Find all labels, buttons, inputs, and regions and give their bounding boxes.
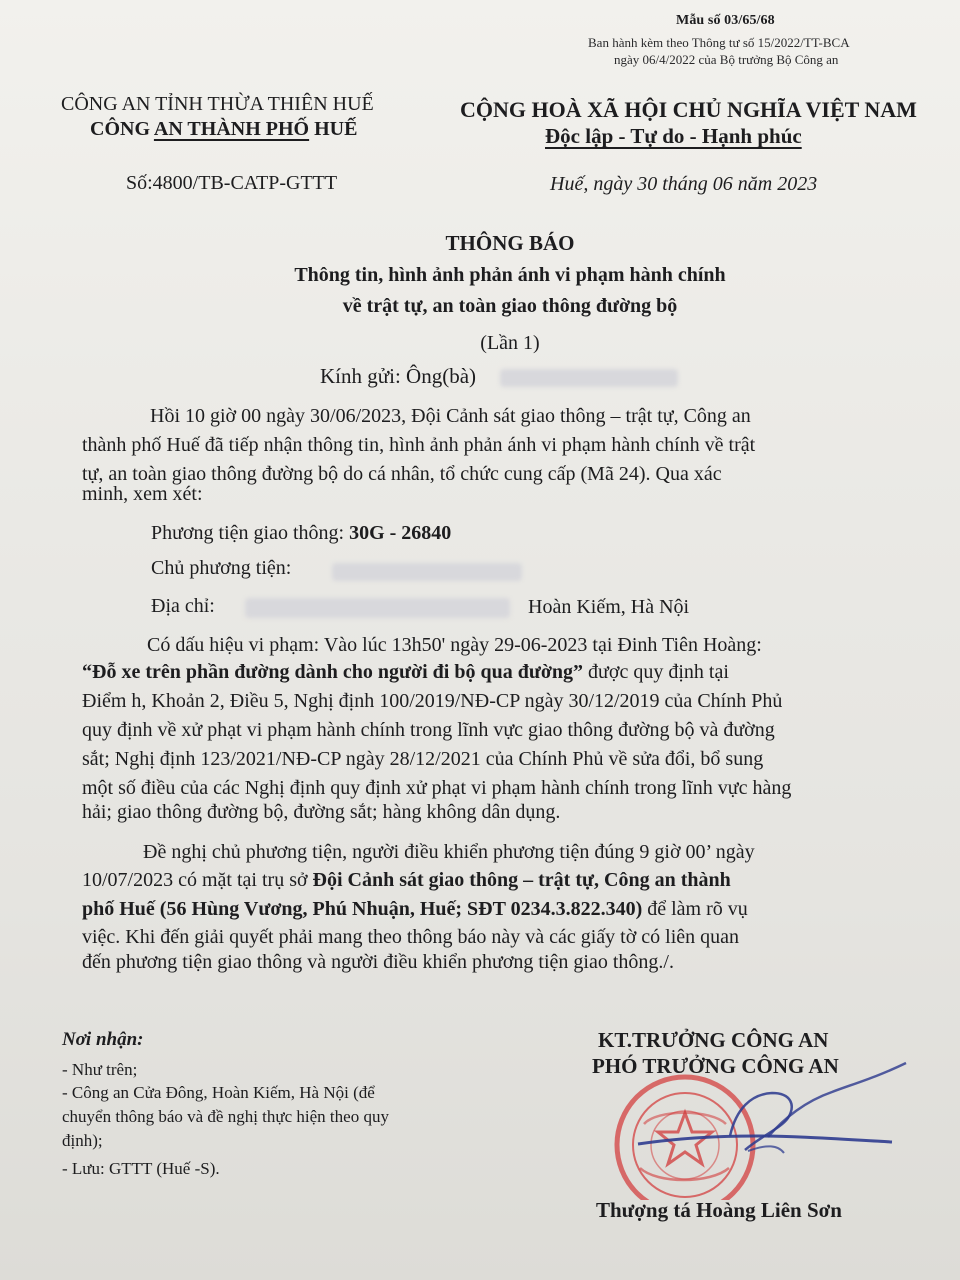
request-line-2 — [82, 869, 731, 892]
address-label: Địa chỉ: — [151, 595, 215, 617]
violation-description: “Đỗ xe trên phần đường dành cho người đi bộ qua đường” — [82, 661, 584, 683]
redacted-address — [245, 598, 510, 618]
agency-line-2-prefix: CÔNG — [90, 118, 154, 140]
recipient-line-3: chuyển thông báo và đề nghị thực hiện theo quy — [62, 1107, 389, 1126]
recipient-line-1: - Như trên; — [62, 1060, 138, 1079]
owner-label: Chủ phương tiện: — [151, 557, 292, 579]
violation-line-7: hải; giao thông đường bộ, đường sắt; hàng không dân dụng. — [82, 801, 561, 823]
agency-line-2 — [90, 118, 357, 141]
recipients-title: Nơi nhận: — [62, 1029, 144, 1050]
form-issued-date: ngày 06/4/2022 của Bộ trưởng Bộ Công an — [614, 52, 839, 67]
form-issued-with: Ban hành kèm theo Thông tư số 15/2022/TT-BCA — [588, 35, 850, 50]
redacted-recipient-name — [500, 369, 678, 387]
redacted-owner-name — [332, 563, 522, 581]
notice-subtitle-1: Thông tin, hình ảnh phản ánh vi phạm hành chính — [294, 264, 726, 286]
signature-title-2: PHÓ TRƯỞNG CÔNG AN — [592, 1054, 839, 1078]
violation-line-2-tail: được quy định tại — [583, 661, 729, 683]
form-number: Mẫu số 03/65/68 — [676, 13, 775, 28]
request-line-3 — [82, 898, 748, 921]
signature-icon — [620, 1060, 910, 1190]
intro-line-2: thành phố Huế đã tiếp nhận thông tin, hình ảnh phản ánh vi phạm hành chính về trật — [82, 434, 756, 456]
nation-motto: Độc lập - Tự do - Hạnh phúc — [545, 124, 802, 148]
intro-line-3: tự, an toàn giao thông đường bộ do cá nhân, tổ chức cung cấp (Mã 24). Qua xác — [82, 463, 722, 485]
address-visible: Hoàn Kiếm, Hà Nội — [528, 596, 690, 618]
violation-line-6: một số điều của các Nghị định quy định xử phạt vi phạm hành chính trong lĩnh vực hàng — [82, 777, 792, 799]
signature-title-1: KT.TRƯỞNG CÔNG AN — [598, 1028, 829, 1052]
agency-line-2-underlined: AN THÀNH PHỐ — [153, 118, 310, 140]
request-line-1: Đề nghị chủ phương tiện, người điều khiển phương tiện đúng 9 giờ 00’ ngày — [143, 841, 755, 863]
violation-line-2 — [82, 661, 729, 684]
request-line-5: đến phương tiện giao thông và người điều khiển phương tiện giao thông./. — [82, 951, 674, 973]
violation-line-5: sắt; Nghị định 123/2021/NĐ-CP ngày 28/12/2021 của Chính Phủ về sửa đổi, bổ sung — [82, 748, 764, 770]
agency-line-1: CÔNG AN TỈNH THỪA THIÊN HUẾ — [61, 93, 374, 115]
violation-line-1: Có dấu hiệu vi phạm: Vào lúc 13h50' ngày 29-06-2023 tại Đinh Tiên Hoàng: — [147, 634, 762, 656]
request-office-address: phố Huế (56 Hùng Vương, Phú Nhuận, Huế; SĐT 0234.3.822.340) — [82, 898, 643, 920]
request-line-3-tail: để làm rõ vụ — [642, 898, 748, 920]
recipient-line-2: - Công an Cửa Đông, Hoàn Kiếm, Hà Nội (để — [62, 1083, 375, 1102]
salutation: Kính gửi: Ông(bà) — [320, 364, 477, 388]
violation-line-3: Điểm h, Khoản 2, Điều 5, Nghị định 100/2019/NĐ-CP ngày 30/12/2019 của Chính Phủ — [82, 690, 783, 712]
notice-subtitle-2: về trật tự, an toàn giao thông đường bộ — [342, 295, 678, 317]
owner-row — [151, 557, 291, 580]
agency-line-2-suffix: HUẾ — [309, 118, 358, 140]
recipient-line-4: định); — [62, 1131, 103, 1150]
intro-line-4: minh, xem xét: — [82, 483, 203, 505]
nation-title: CỘNG HOÀ XÃ HỘI CHỦ NGHĨA VIỆT NAM — [460, 97, 917, 122]
document-place-date: Huế, ngày 30 tháng 06 năm 2023 — [550, 173, 818, 195]
vehicle-plate: 30G - 26840 — [349, 522, 452, 544]
recipient-line-5: - Lưu: GTTT (Huế -S). — [62, 1159, 220, 1178]
violation-line-4: quy định về xử phạt vi phạm hành chính trong lĩnh vực giao thông đường bộ và đường — [82, 719, 775, 741]
vehicle-row — [151, 522, 451, 545]
request-office-name: Đội Cảnh sát giao thông – trật tự, Công an thành — [312, 869, 731, 891]
intro-line-1: Hồi 10 giờ 00 ngày 30/06/2023, Đội Cảnh sát giao thông – trật tự, Công an — [150, 405, 751, 427]
request-line-2-prefix: 10/07/2023 có mặt tại trụ sở — [82, 869, 313, 891]
vehicle-label: Phương tiện giao thông: — [151, 522, 350, 544]
request-line-4: việc. Khi đến giải quyết phải mang theo thông báo này và các giấy tờ có liên quan — [82, 926, 740, 948]
document-number: Số:4800/TB-CATP-GTTT — [126, 172, 338, 194]
notice-title: THÔNG BÁO — [445, 231, 575, 255]
signer-name: Thượng tá Hoàng Liên Sơn — [596, 1198, 842, 1222]
notice-attempt: (Lần 1) — [480, 332, 540, 354]
